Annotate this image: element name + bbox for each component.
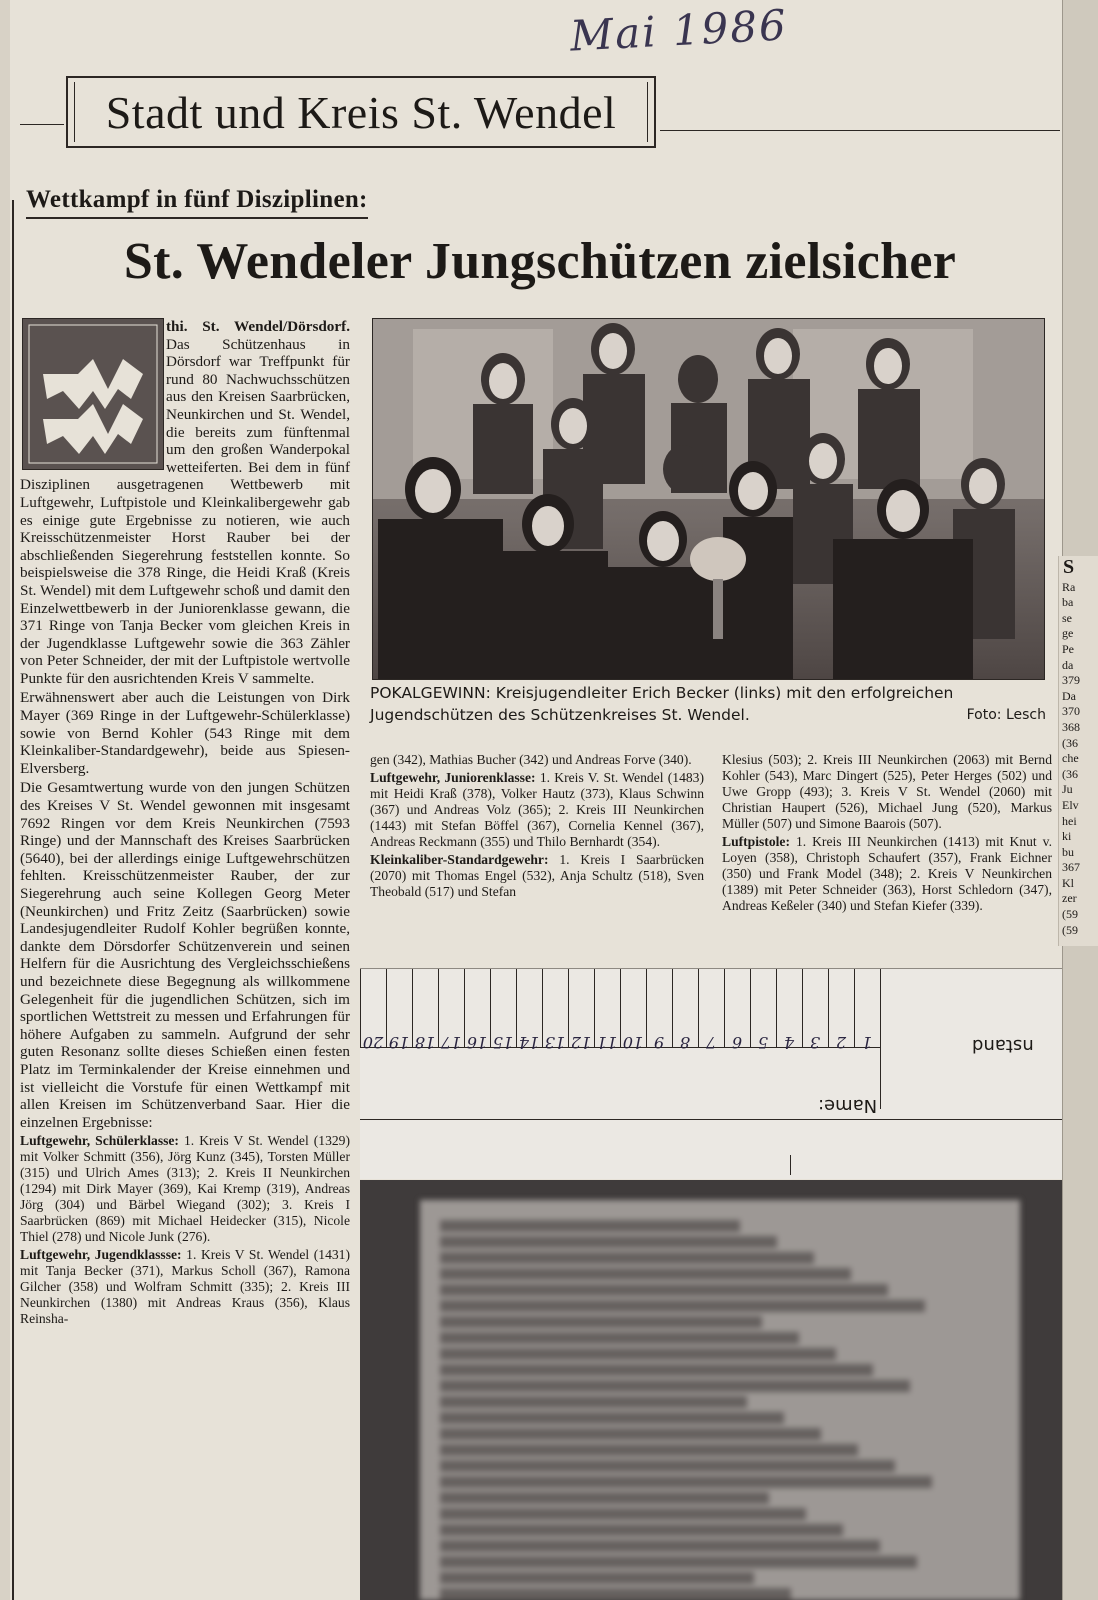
- neighbor-line: bu: [1062, 844, 1074, 859]
- kicker: Wettkampf in fünf Disziplinen:: [26, 186, 368, 219]
- blurred-text-line: [440, 1540, 880, 1552]
- tally-number: 18: [414, 1033, 436, 1052]
- tally-number: 4: [783, 1033, 795, 1052]
- blurred-text-line: [440, 1412, 784, 1424]
- tally-number: 15: [492, 1033, 514, 1052]
- blurred-text-line: [440, 1316, 762, 1328]
- form-stand-label: nstand: [972, 1035, 1034, 1056]
- section-header-box: [66, 76, 656, 148]
- neighbor-headline-letter: S: [1063, 556, 1075, 578]
- article-paragraph-1: Das Schützenhaus in Dörsdorf war Treffpunkt für rund 80 Nachwuchsschützen aus den Kreisen Saarbrücken, Neunkirchen und St. Wendel, die bereits zum fünftenmal um den großen Wanderpokal wetteiferten. Bei dem in fünf Disziplinen ausgetragenen Wettbewerb mit Luftgewehr, Luftpistole und Kleinkalibergewehr gab es einige gute Ergebnisse zu notieren, wie auch Kreisschützenmeister Horst Rauber bei der abschließenden Siegerehrung feststellen konnte. So beispielsweise die 378 Ringe, die Heidi Kraß (Kreis St. Wendel) mit dem Luftgewehr schoß und damit den Einzelwettbewerb in der Juniorenklasse gewann, die 371 Ringe von Tanja Becker vom gleichen Kreis in der Jugendklasse Luftgewehr sowie die 363 Zähler von Peter Schneider, der mit der Luftpistole wertvolle Punkte für den ausrichtenden Kreis V sammelte.: [20, 335, 350, 687]
- result-body-schueler: 1. Kreis V St. Wendel (1329) mit Volker Schmitt (356), Jörg Kunz (345), Torsten Müller (315) und Ulrich Ames (313); 2. Kreis II Neunkirchen (1294) mit Dirk Mayer (369), Kai Kremp (319), Andreas Jörg (304) und Bärbel Wiegand (302); 3. Kreis I Saarbrücken (869) mit Michael Heidecker (315), Nicole Thiel (278) und Nicole Junk (276).: [20, 1133, 350, 1245]
- tally-number: 7: [705, 1033, 717, 1052]
- neighbor-line: Da: [1062, 688, 1076, 703]
- blurred-text-line: [440, 1476, 932, 1488]
- section-rule-right: [660, 130, 1060, 131]
- neighbor-line: Kl: [1062, 875, 1074, 890]
- neighboring-article-fragment: [1058, 556, 1098, 946]
- blurred-text-line: [440, 1524, 843, 1536]
- neighbor-line: Ju: [1062, 782, 1073, 797]
- blurred-text-line: [440, 1348, 836, 1360]
- tally-number: 20: [362, 1033, 384, 1052]
- tally-number: 13: [544, 1033, 566, 1052]
- neighbor-line: 379: [1062, 673, 1080, 688]
- result-heading-kleinkaliber: Kleinkaliber-Standardgewehr:: [370, 852, 549, 867]
- neighbor-line: ba: [1062, 595, 1074, 610]
- tally-number: 1: [861, 1033, 873, 1052]
- byline: thi. St. Wendel/Dörsdorf.: [166, 318, 350, 335]
- neighbor-line: ge: [1062, 626, 1074, 641]
- blurred-text-line: [440, 1588, 791, 1600]
- tally-number: 17: [440, 1033, 462, 1052]
- neighbor-line: hei: [1062, 813, 1077, 828]
- blurred-text-line: [440, 1220, 740, 1232]
- neighbor-line: Pe: [1062, 641, 1074, 656]
- blurred-text-line: [440, 1284, 888, 1296]
- result-heading-luftpistole: Luftpistole:: [722, 834, 790, 849]
- column-rule: [12, 200, 14, 1600]
- shooting-association-logo-icon: [22, 318, 164, 470]
- photo-caption: [370, 682, 1050, 726]
- result-heading-jugend: Luftgewehr, Jugendklassse:: [20, 1247, 182, 1263]
- tally-number: 8: [679, 1033, 691, 1052]
- blurred-text-line: [440, 1492, 769, 1504]
- article-column-2: [370, 752, 704, 902]
- result-body-junioren: 1. Kreis V. St. Wendel (1483) mit Heidi Kraß (378), Volker Hautz (373), Klaus Schwinn (367) und Andreas Volz (365); 2. Kreis III Neunkirchen (1443) mit Stefan Böffel (367), Cornelia Kennel (367), Andreas Reckmann (355) und Thilo Bernhardt (354).: [370, 770, 704, 849]
- form-divider: [880, 969, 881, 1109]
- blurred-text-line: [440, 1380, 910, 1392]
- neighbor-line: ki: [1062, 829, 1072, 844]
- blurred-text-line: [440, 1268, 851, 1280]
- result-body-luftpistole: 1. Kreis III Neunkirchen (1413) mit Knut v. Loyen (358), Christoph Schaufert (357), Frank Eichner (350) und Frank Model (348); 2. Kreis V Neunkirchen (1389) mit Peter Schneider (363), Horst Schledorn (347), Andreas Keßeler (340) und Stefan Kiefer (339).: [722, 834, 1052, 913]
- section-title: Stadt und Kreis St. Wendel: [105, 87, 617, 138]
- blurred-text-line: [440, 1300, 925, 1312]
- tally-number: 12: [570, 1033, 592, 1052]
- tally-number: 11: [596, 1033, 618, 1052]
- article-column-3: [722, 752, 1052, 916]
- result-heading-junioren: Luftgewehr, Juniorenklasse:: [370, 770, 536, 785]
- blurred-text-line: [440, 1332, 799, 1344]
- neighbor-line: (36: [1062, 735, 1078, 750]
- headline: St. Wendeler Jungschützen zielsicher: [123, 233, 957, 290]
- neighbor-line: 368: [1062, 719, 1080, 734]
- neighbor-line: (36: [1062, 766, 1078, 781]
- blurred-text-line: [440, 1572, 754, 1584]
- tally-number: 10: [622, 1033, 644, 1052]
- blurred-text-line: [440, 1396, 747, 1408]
- tally-number: 16: [466, 1033, 488, 1052]
- neighbor-line: (59: [1062, 922, 1078, 937]
- blurred-text-line: [440, 1444, 858, 1456]
- neighbor-line: 367: [1062, 860, 1080, 875]
- tally-number: 2: [835, 1033, 847, 1052]
- neighbor-line: che: [1062, 751, 1079, 766]
- neighbor-line: 370: [1062, 704, 1080, 719]
- form-name-label: Name:: [818, 1095, 878, 1116]
- neighbor-line: se: [1062, 610, 1072, 625]
- form-name-line: [360, 1119, 1062, 1120]
- tally-number: 14: [518, 1033, 540, 1052]
- neighbor-line: da: [1062, 657, 1074, 672]
- caption-text: POKALGEWINN: Kreisjugendleiter Erich Becker (links) mit den erfolgreichen Jugendschützen des Schützenkreises St. Wendel.: [370, 684, 954, 724]
- tally-number: 19: [388, 1033, 410, 1052]
- neighbor-line: (59: [1062, 907, 1078, 922]
- section-rule-left: [20, 124, 64, 125]
- tally-number: 5: [757, 1033, 769, 1052]
- result-body-kleinkaliber: 1. Kreis I Saarbrücken (2070) mit Thomas Engel (532), Anja Schultz (518), Sven Theobald (517) und Stefan: [370, 852, 704, 899]
- article-paragraph-2: Erwähnenswert aber auch die Leistungen von Dirk Mayer (369 Ringe in der Luftgewehr-Schülerklasse) sowie von Bernd Kohler (543 Ringe mit dem Kleinkaliber-Standardgewehr), beide aus Spiesen-Elversberg.: [20, 689, 350, 777]
- group-photo: [372, 318, 1045, 680]
- blurred-underlying-page: [360, 1180, 1062, 1600]
- tally-number: 9: [653, 1033, 665, 1052]
- tally-number: 6: [731, 1033, 743, 1052]
- blurred-text-line: [440, 1556, 917, 1568]
- tally-grid: [360, 969, 880, 1052]
- column-2-continuation: gen (342), Mathias Bucher (342) und Andreas Forve (340).: [370, 752, 692, 767]
- blurred-text-line: [440, 1236, 777, 1248]
- blurred-text-line: [440, 1508, 806, 1520]
- tally-number: 3: [809, 1033, 821, 1052]
- score-form-card: [360, 968, 1062, 1179]
- article-paragraph-3: Die Gesamtwertung wurde von den jungen Schützen des Kreises V St. Wendel gewonnen mit insgesamt 7692 Ringen vor dem Kreis Neunkirchen (7593 Ringe) und der Mannschaft des Kreises Saarbrücken (5640), bei der allerdings einige Luftgewehrschützen fehlten. Kreisschützenmeister Rauber, der zur Siegerehrung auch seine Kollegen Georg Meter (Neunkirchen) und Fritz Zeitz (Saarbrücken) sowie Landesjugendleiter Rudolf Kohler begrüßen konnte, dankte dem Dörsdorfer Schützenverein und seinen Helfern für die Ausrichtung des Vergleichsschießens und bezeichnete diese Begegnung als willkommene Gelegenheit für die jugendlichen Schützen, sich im sportlichen Wettstreit zu messen und Erfahrungen für höhere Aufgaben zu sammeln. Aufgrund der sehr guten Resonanz sollte dieses Schießen einen festen Platz im Terminkalender der Kreise einnehmen und ist vielleicht die Vorstufe für einen Wettkampf mit allen Kreisen im Schützenverband Saar. Hier die einzelnen Ergebnisse:: [20, 779, 350, 1131]
- blurred-text-line: [440, 1252, 814, 1264]
- photo-credit: Foto: Lesch: [966, 707, 1046, 723]
- result-heading-schueler: Luftgewehr, Schülerklasse:: [20, 1133, 179, 1149]
- column-3-continuation: Klesius (503); 2. Kreis III Neunkirchen (2063) mit Bernd Kohler (543), Marc Dingert (525), Peter Herges (502) und Uwe Gropp (493); 3. Kreis V St. Wendel (2060) mit Christian Haupert (526), Michael Jung (520), Markus Müller (507) und Simone Baarois (507).: [722, 752, 1052, 831]
- blurred-text-line: [440, 1460, 895, 1472]
- blurred-text-line: [440, 1428, 821, 1440]
- neighbor-line: Elv: [1062, 797, 1079, 812]
- blurred-text-line: [440, 1364, 873, 1376]
- handwritten-date: Mai 1986: [568, 0, 789, 61]
- result-body-jugend: 1. Kreis V St. Wendel (1431) mit Tanja Becker (371), Markus Scholl (367), Ramona Gilcher (358) und Wolfram Schmitt (335); 2. Kreis III Neunkirchen (1380) mit Andreas Kraus (356), Klaus Reinsha-: [20, 1247, 350, 1327]
- neighbor-line: zer: [1062, 891, 1077, 906]
- form-tick: [790, 1155, 791, 1175]
- neighbor-line: Ra: [1062, 579, 1076, 594]
